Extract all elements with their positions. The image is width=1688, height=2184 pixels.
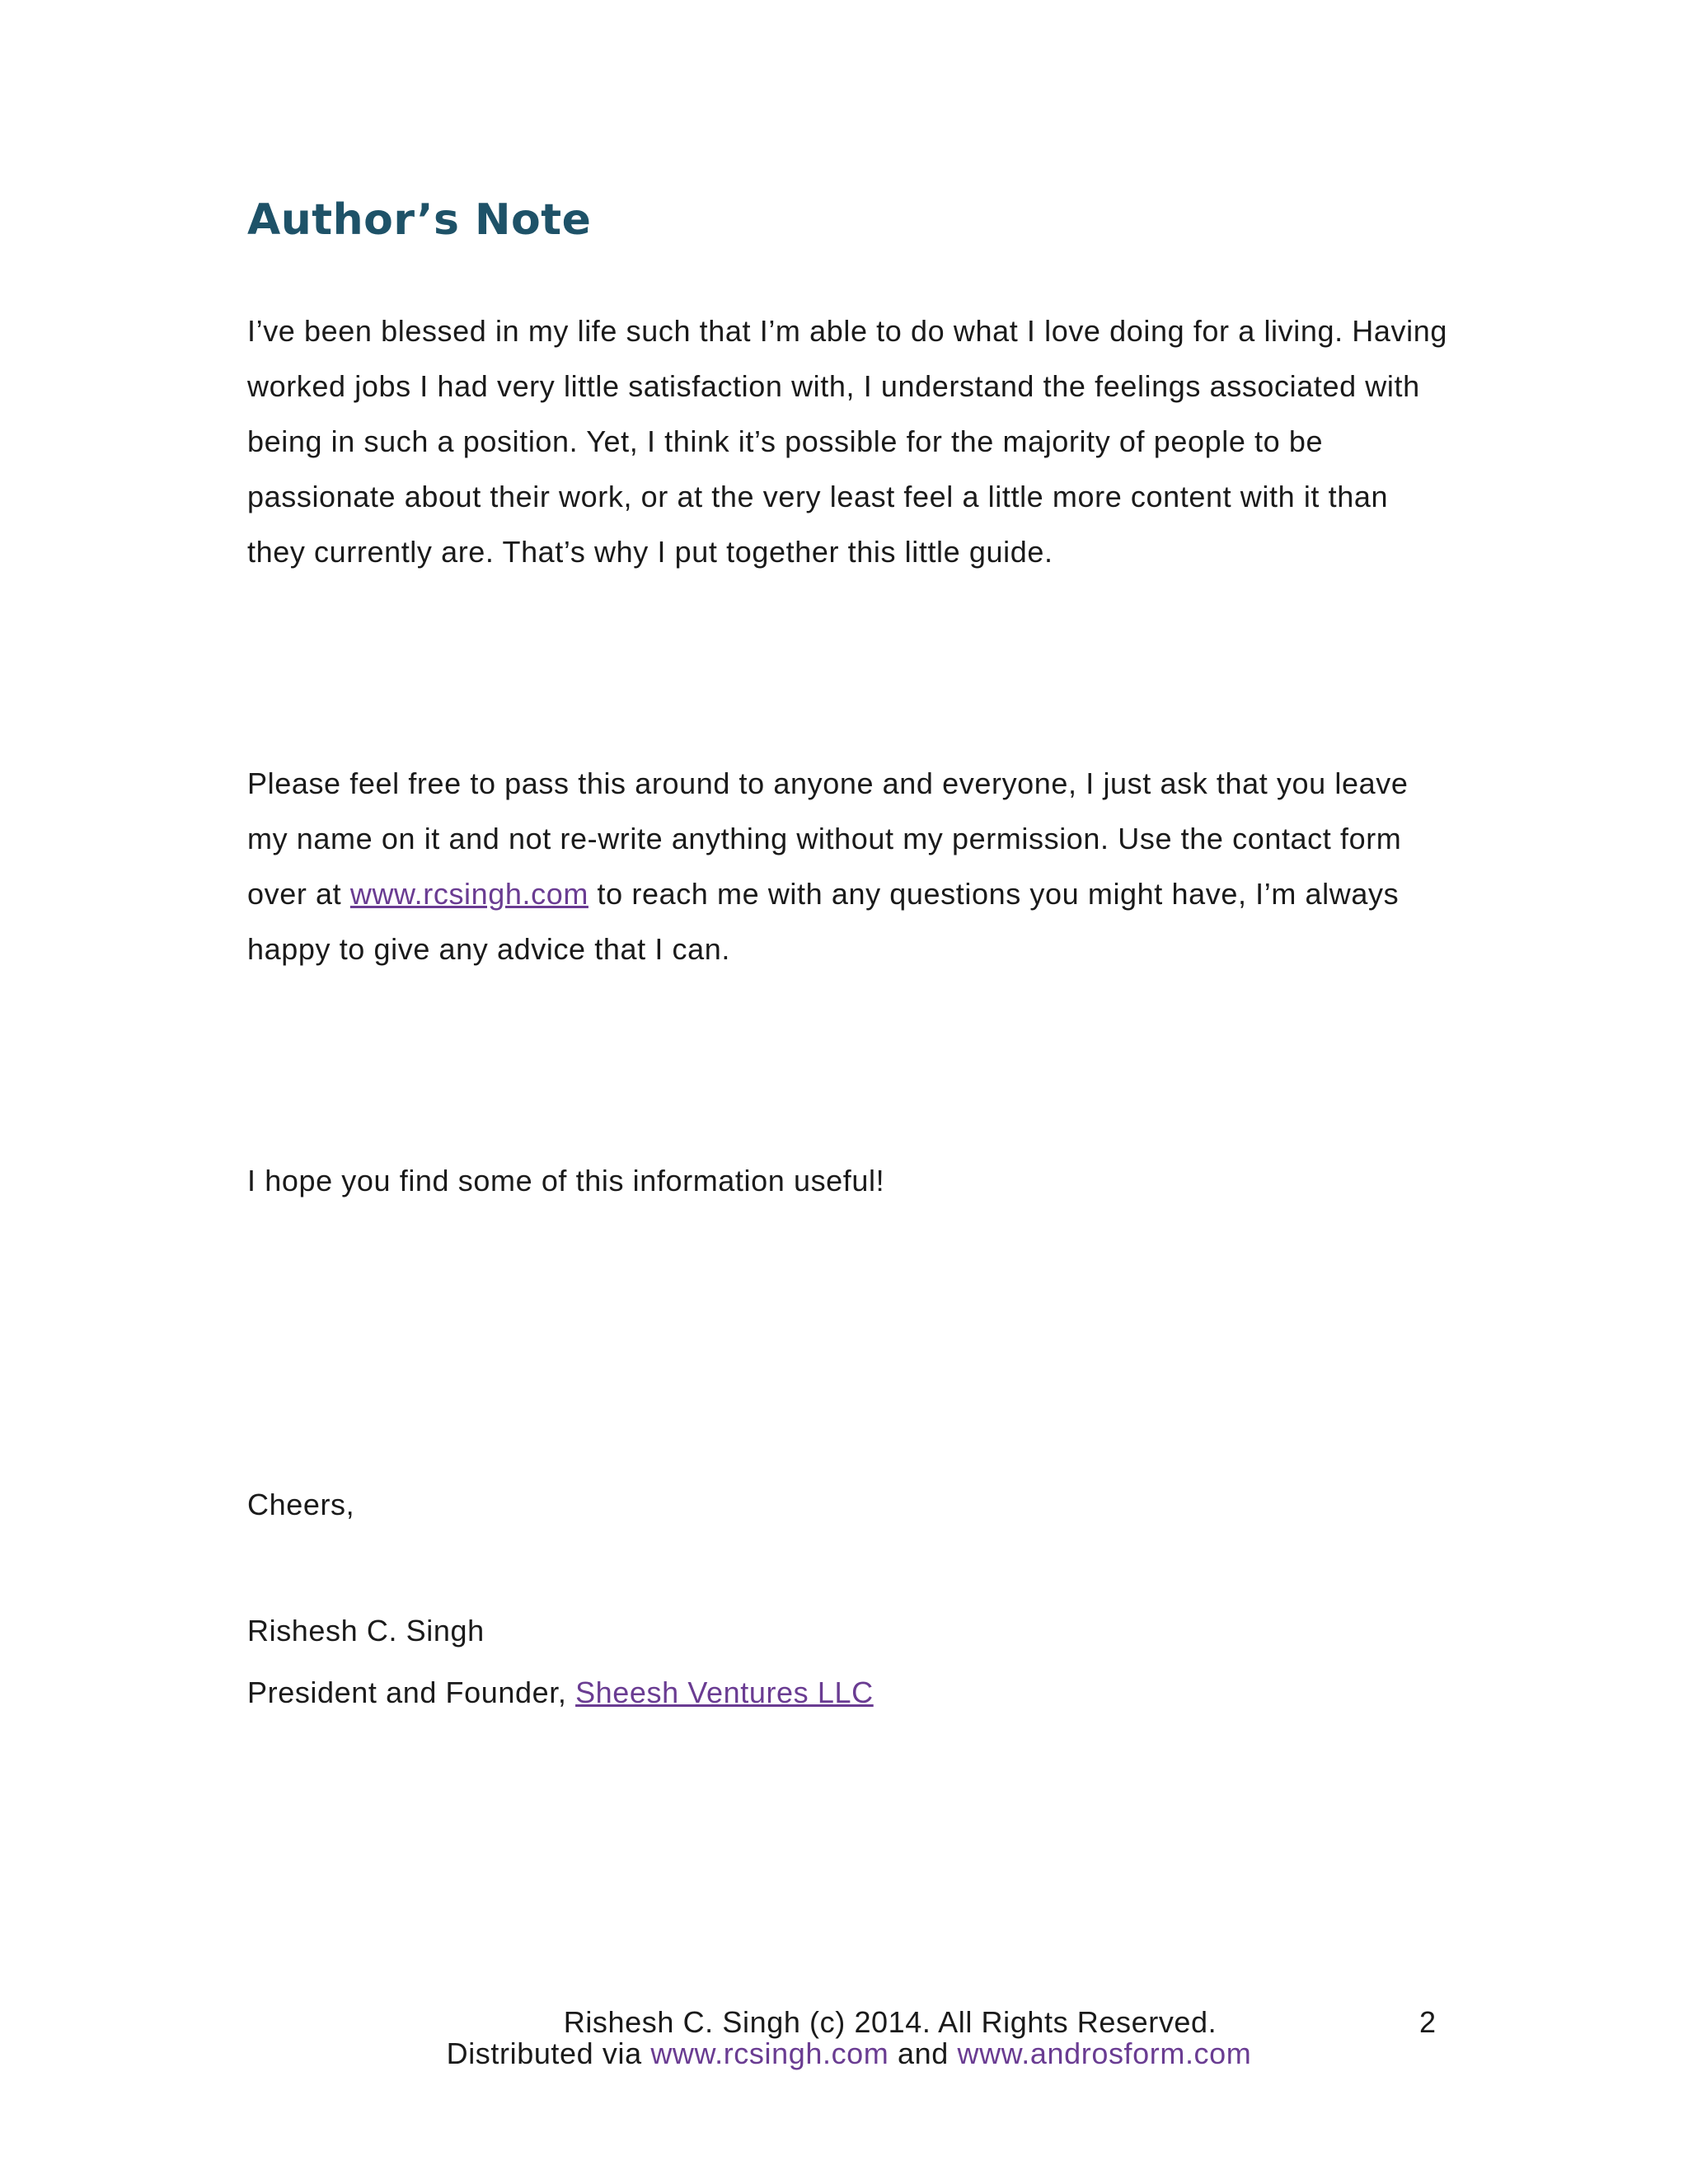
author-title-text: President and Founder, <box>247 1675 576 1710</box>
sharing-text-end: to reach me with any questions you might have, I’m always happy to give any advice that I can. <box>247 877 1400 967</box>
spacer <box>247 579 1451 756</box>
page-footer <box>247 2004 1451 2070</box>
footer-distribution <box>247 2036 1451 2070</box>
author-title <box>247 1661 1451 1723</box>
author-name: Rishesh C. Singh <box>247 1614 485 1648</box>
sharing-text-start: Please feel free to pass this around to anyone and everyone, I just ask that you leave my name on it and not re-write anything without my permission. Use the contact form over at <box>247 766 1409 912</box>
footer-distributed-text: Distributed via <box>446 2036 651 2070</box>
hope-paragraph: I hope you find some of this information useful! <box>247 1164 885 1198</box>
page-number: 2 <box>1418 2005 1436 2039</box>
sharing-paragraph <box>247 756 1451 977</box>
footer-and-text: and <box>889 2036 958 2070</box>
company-link[interactable]: Sheesh Ventures LLC <box>575 1675 874 1710</box>
footer-link-androsform[interactable]: www.androsform.com <box>957 2036 1252 2070</box>
spacer <box>247 1208 1451 1474</box>
spacer <box>247 1535 1451 1600</box>
closing-text: Cheers, <box>247 1488 355 1522</box>
footer-copyright: Rishesh C. Singh (c) 2014. All Rights Reserved. <box>563 2005 1217 2039</box>
page-title: Author’s Note <box>247 195 592 245</box>
footer-link-rcsingh[interactable]: www.rcsingh.com <box>650 2036 889 2070</box>
intro-paragraph: I’ve been blessed in my life such that I’m able to do what I love doing for a living. Having worked jobs I had very little satisfaction with, I understand the feelings associated with being in such a position. Yet, I think it’s possible for the majority of people to be passionate about their work, or at the very least feel a little more content with it than they currently are. That’s why I put together this little guide. <box>247 314 1447 569</box>
spacer <box>247 977 1451 1153</box>
page-content <box>247 194 1451 1723</box>
website-link[interactable]: www.rcsingh.com <box>349 877 588 912</box>
